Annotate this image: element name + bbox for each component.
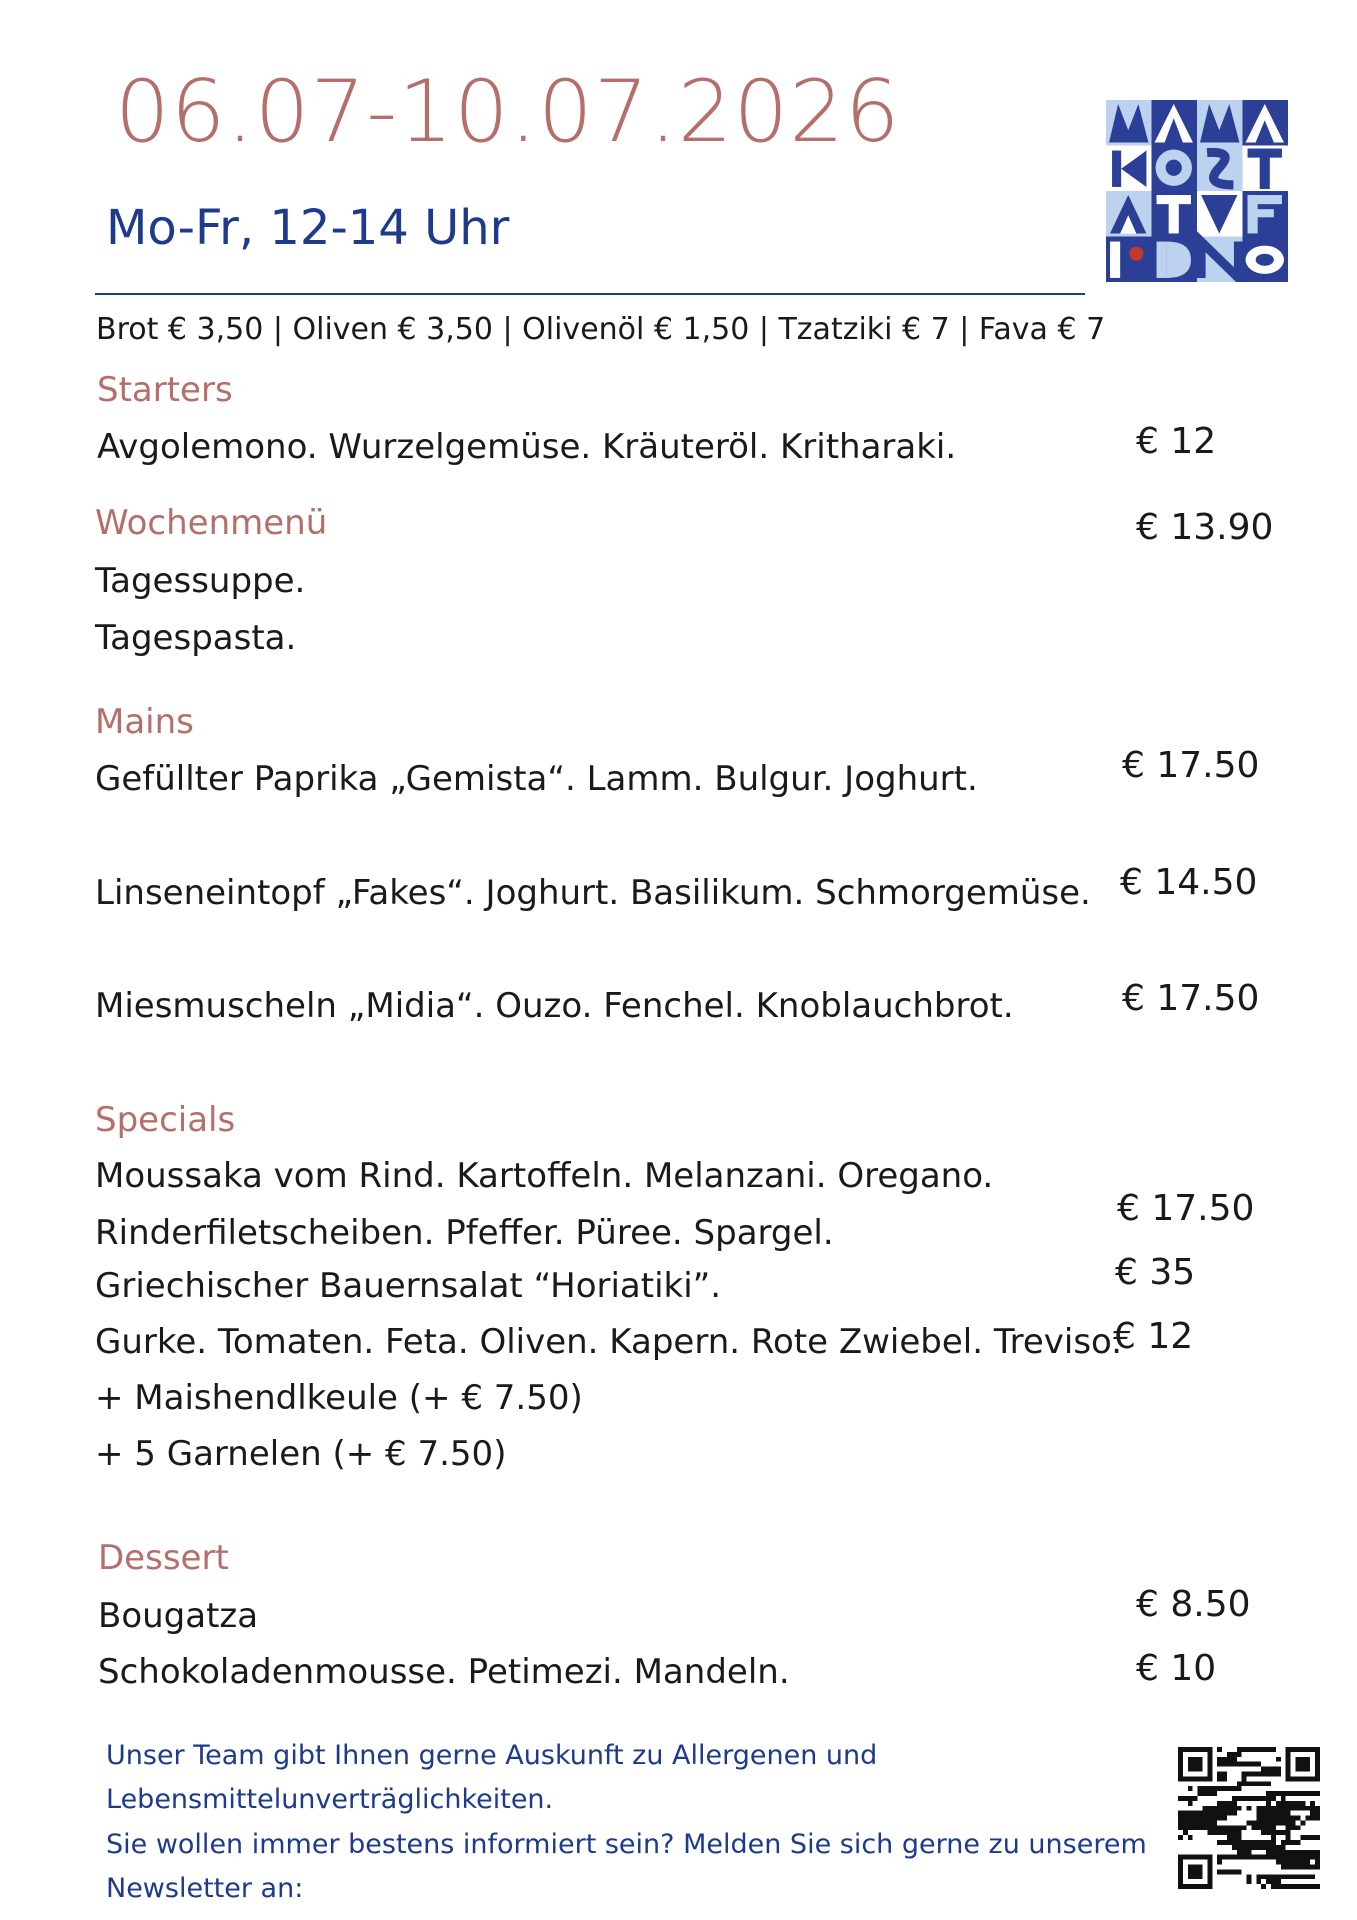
section-title-mains: Mains [95, 702, 194, 742]
dessert-item: Schokoladenmousse. Petimezi. Mandeln. [98, 1652, 790, 1692]
dessert-price: € 10 [1136, 1648, 1217, 1689]
qr-code-icon[interactable] [1178, 1747, 1320, 1889]
dessert-price: € 8.50 [1136, 1584, 1251, 1625]
footer-newsletter-text: Newsletter an: [106, 1873, 304, 1904]
main-price: € 17.50 [1122, 745, 1260, 786]
special-line: Rinderfiletscheiben. Pfeffer. Püree. Spargel. [95, 1213, 834, 1253]
main-price: € 17.50 [1122, 978, 1260, 1019]
footer-allergen-text: Unser Team gibt Ihnen gerne Auskunft zu Allergenen und [106, 1740, 878, 1771]
special-extra: + Maishendlkeule (+ € 7.50) [95, 1378, 583, 1418]
section-title-wochenmenu: Wochenmenü [95, 503, 328, 543]
special-line: Gurke. Tomaten. Feta. Oliven. Kapern. Rote Zwiebel. Treviso. [95, 1322, 1123, 1362]
dessert-item: Bougatza [98, 1596, 259, 1636]
section-title-specials: Specials [95, 1100, 236, 1140]
mama-kostas-logo-icon [1106, 100, 1288, 282]
main-item: Miesmuscheln „Midia“. Ouzo. Fenchel. Knoblauchbrot. [95, 986, 1014, 1026]
special-price: € 35 [1115, 1252, 1196, 1293]
wochenmenu-price: € 13.90 [1136, 507, 1274, 548]
opening-hours: Mo-Fr, 12-14 Uhr [106, 200, 510, 256]
starter-item: Avgolemono. Wurzelgemüse. Kräuteröl. Kritharaki. [97, 427, 957, 467]
section-title-dessert: Dessert [98, 1538, 229, 1578]
starter-price: € 12 [1136, 421, 1217, 462]
main-item: Gefüllter Paprika „Gemista“. Lamm. Bulgur. Joghurt. [95, 759, 978, 799]
sides-price-line: Brot € 3,50 | Oliven € 3,50 | Olivenöl € 1,50 | Tzatziki € 7 | Fava € 7 [96, 312, 1106, 347]
special-price: € 17.50 [1117, 1188, 1255, 1229]
special-price: € 12 [1113, 1316, 1194, 1357]
main-item: Linseneintopf „Fakes“. Joghurt. Basilikum. Schmorgemüse. [95, 873, 1091, 913]
section-title-starters: Starters [97, 370, 233, 410]
header-divider [95, 293, 1085, 295]
special-line: Moussaka vom Rind. Kartoffeln. Melanzani. Oregano. [95, 1156, 994, 1196]
footer-newsletter-text: Sie wollen immer bestens informiert sein? Melden Sie sich gerne zu unserem [106, 1829, 1147, 1860]
main-price: € 14.50 [1120, 862, 1258, 903]
wochenmenu-item: Tagespasta. [95, 618, 297, 658]
special-extra: + 5 Garnelen (+ € 7.50) [95, 1434, 507, 1474]
date-range: 06.07-10.07.2026 [115, 62, 901, 162]
special-line: Griechischer Bauernsalat “Horiatiki”. [95, 1266, 722, 1306]
wochenmenu-item: Tagessuppe. [95, 561, 306, 601]
footer-allergen-text: Lebensmittelunverträglichkeiten. [106, 1784, 554, 1815]
